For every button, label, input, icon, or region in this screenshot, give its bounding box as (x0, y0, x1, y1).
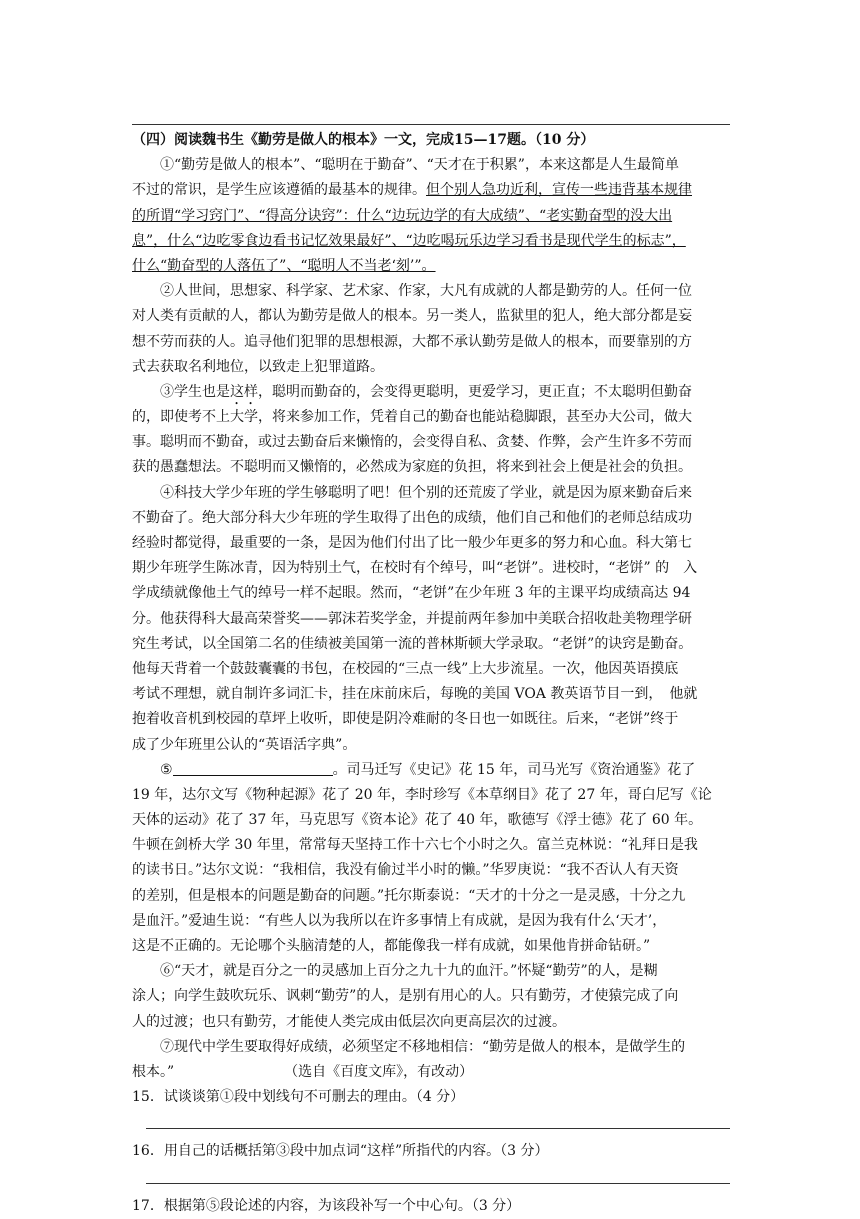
paragraph-2-line-1: ②人世间，思想家、科学家、艺术家、作家，大凡有成就的人都是勤劳的人。任何一位 (160, 283, 692, 300)
underlined-sentence: 但个别人急功近利，宣传一些违背基本规律 (426, 182, 692, 199)
reading-passage (132, 128, 730, 1219)
paragraph-5-line-5: 的读书日。”达尔文说：“我相信，我没有偷过半小时的懒。”华罗庚说：“我不否认人有天资 (132, 862, 679, 879)
paragraph-6-line-3: 人的过渡；也只有勤劳，才能使人类完成由低层次向更高层次的过渡。 (132, 1013, 566, 1030)
paragraph-4-line-3: 经验时都觉得，最重要的一条，是因为他们付出了比一般少年更多的努力和心血。科大第七 (132, 535, 692, 551)
paragraph-4-line-10: 抱着收音机到校园的草坪上收听，即使是阴冷难耐的冬日也一如既往。后来，“老饼”终于 (132, 711, 679, 728)
paragraph-5-line-3: 天体的运动》花了 37 年，马克思写《资本论》花了 40 年，歌德写《浮士德》花了 60 年。 (132, 812, 703, 829)
paragraph-5-line-8: 这是不正确的。无论哪个头脑清楚的人，都能像我一样有成就，如果他肯拼命钻研。” (132, 938, 651, 954)
paragraph-4-line-5: 学成绩就像他土气的绰号一样不起眼。然而，“老饼”在少年班 3 年的主课平均成绩高达 94 (132, 585, 691, 602)
paragraph-2-line-4: 式去获取名利地位，以致走上犯罪道路。 (132, 358, 384, 375)
paragraph-4-line-2: 不勤奋了。绝大部分科大少年班的学生取得了出色的成绩，他们自己和他们的老师总结成功 (132, 509, 692, 526)
section-title: （四）阅读魏书生《勤劳是做人的根本》一文，完成15—17题。（10 分） (132, 132, 595, 148)
fill-in-blank[interactable] (173, 759, 333, 776)
paragraph-5-line-6: 的差别，但是根本的问题是勤奋的问题。”托尔斯泰说：“天才的十分之一是灵感，十分之九 (132, 887, 686, 904)
paragraph-4-line-1: ④科技大学少年班的学生够聪明了吧！但个别的还荒废了学业，就是因为原来勤奋后来 (160, 484, 692, 501)
paragraph-4-line-6: 分。他获得科大最高荣誉奖——郭沫若奖学金，并提前两年参加中美联合招收赴美物理学研 (132, 610, 692, 627)
paragraph-4-line-7: 究生考试，以全国第二名的佳绩被美国第一流的普林斯顿大学录取。“老饼”的诀窍是勤奋。 (132, 635, 693, 652)
paragraph-6-line-1: ⑥“天才，就是百分之一的灵感加上百分之九十九的血汗。”怀疑“勤劳”的人，是糊 (160, 963, 658, 980)
question-16: 16．用自己的话概括第③段中加点词“这样”所指代的内容。（3 分） (132, 1143, 549, 1160)
paragraph-5-line-4: 牛顿在剑桥大学 30 年里，常常每天坚持工作十六七个小时之久。富兰克林说：“礼拜日是我 (132, 837, 698, 854)
paragraph-3-line-1: ③学生也是这样，聪明而勤奋的，会变得更聪明，更爱学习，更正直；不太聪明但勤奋 (160, 383, 692, 400)
dotted-word: 这样 (230, 383, 258, 400)
paragraph-1-line-5: 什么“勤奋型的人落伍了”、“聪明人不当老‘刻’”。 (132, 257, 436, 274)
paragraph-1-line-3: 的所谓“学习窍门”、“得高分诀窍”：什么“边玩边学的有大成绩”、“老实勤奋型的没大出 (132, 207, 673, 224)
top-rule (132, 124, 730, 125)
paragraph-7-line-2: 根本。” （选自《百度文库》，有改动） (132, 1063, 474, 1080)
source-note: （选自《百度文库》，有改动） (284, 1063, 474, 1080)
answer-line-16[interactable] (146, 1183, 730, 1184)
paragraph-6-line-2: 涂人；向学生鼓吹玩乐、讽刺“勤劳”的人，是别有用心的人。只有勤劳，才使猿完成了向 (132, 988, 679, 1005)
paragraph-4-line-9: 考试不理想，就自制许多词汇卡，挂在床前床后，每晚的美国 VOA 教英语节目一到， 他就 (132, 686, 698, 703)
paragraph-7-line-1: ⑦现代中学生要取得好成绩，必须坚定不移地相信：“勤劳是做人的根本，是做学生的 (160, 1038, 686, 1055)
paragraph-2-line-2: 对人类有贡献的人，都认为勤劳是做人的根本。另一类人，监狱里的犯人，绝大部分都是妄 (132, 308, 692, 325)
paragraph-5-line-1: ⑤ 。司马迁写《史记》花 15 年，司马光写《资治通鉴》花了 (132, 758, 730, 783)
paragraph-2-line-3: 想不劳而获的人。追寻他们犯罪的思想根源，大都不承认勤劳是做人的根本，而要靠别的方 (132, 333, 692, 350)
paragraph-4-line-8: 他每天背着一个鼓鼓囊囊的书包，在校园的“三点一线”上大步流星。一次，他因英语摸底 (132, 660, 679, 677)
paragraph-4-line-11: 成了少年班里公认的“英语活字典”。 (132, 736, 357, 753)
paragraph-1-line-2: 不过的常识，是学生应该遵循的最基本的规律。但个别人急功近利，宣传一些违背基本规律 (132, 182, 692, 199)
question-17: 17．根据第⑤段论述的内容，为该段补写一个中心句。（3 分） (132, 1197, 521, 1214)
paragraph-1-line-1: ①“勤劳是做人的根本”、“聪明在于勤奋”、“天才在于积累”，本来这都是人生最简单 (160, 157, 679, 174)
paragraph-5-line-2: 19 年，达尔文写《物种起源》花了 20 年，李时珍写《本草纲目》花了 27 年，哥白尼写《论 (132, 786, 712, 803)
paragraph-1-line-4: 息”，什么“边吃零食边看书记忆效果最好”、“边吃喝玩乐边学习看书是现代学生的标志”， (132, 232, 686, 249)
paragraph-3-line-3: 事。聪明而不勤奋，或过去勤奋后来懒惰的，会变得自私、贪婪、作弊，会产生许多不劳而 (132, 434, 692, 451)
answer-line-15[interactable] (146, 1128, 730, 1129)
paragraph-3-line-2: 的，即使考不上大学，将来参加工作，凭着自己的勤奋也能站稳脚跟，甚至办大公司，做大 (132, 409, 692, 426)
paragraph-5-line-7: 是血汗。”爱迪生说：“有些人以为我所以在许多事情上有成就，是因为我有什么‘天才’， (132, 912, 667, 929)
paragraph-3-line-4: 获的愚蠢想法。不聪明而又懒惰的，必然成为家庭的负担，将来到社会上便是社会的负担。 (132, 459, 692, 476)
paragraph-4-line-4: 期少年班学生陈冰青，因为特别土气，在校时有个绰号，叫“老饼”。进校时，“老饼” 的 入 (132, 560, 698, 577)
question-15: 15．试谈谈第①段中划线句不可删去的理由。（4 分） (132, 1089, 465, 1106)
